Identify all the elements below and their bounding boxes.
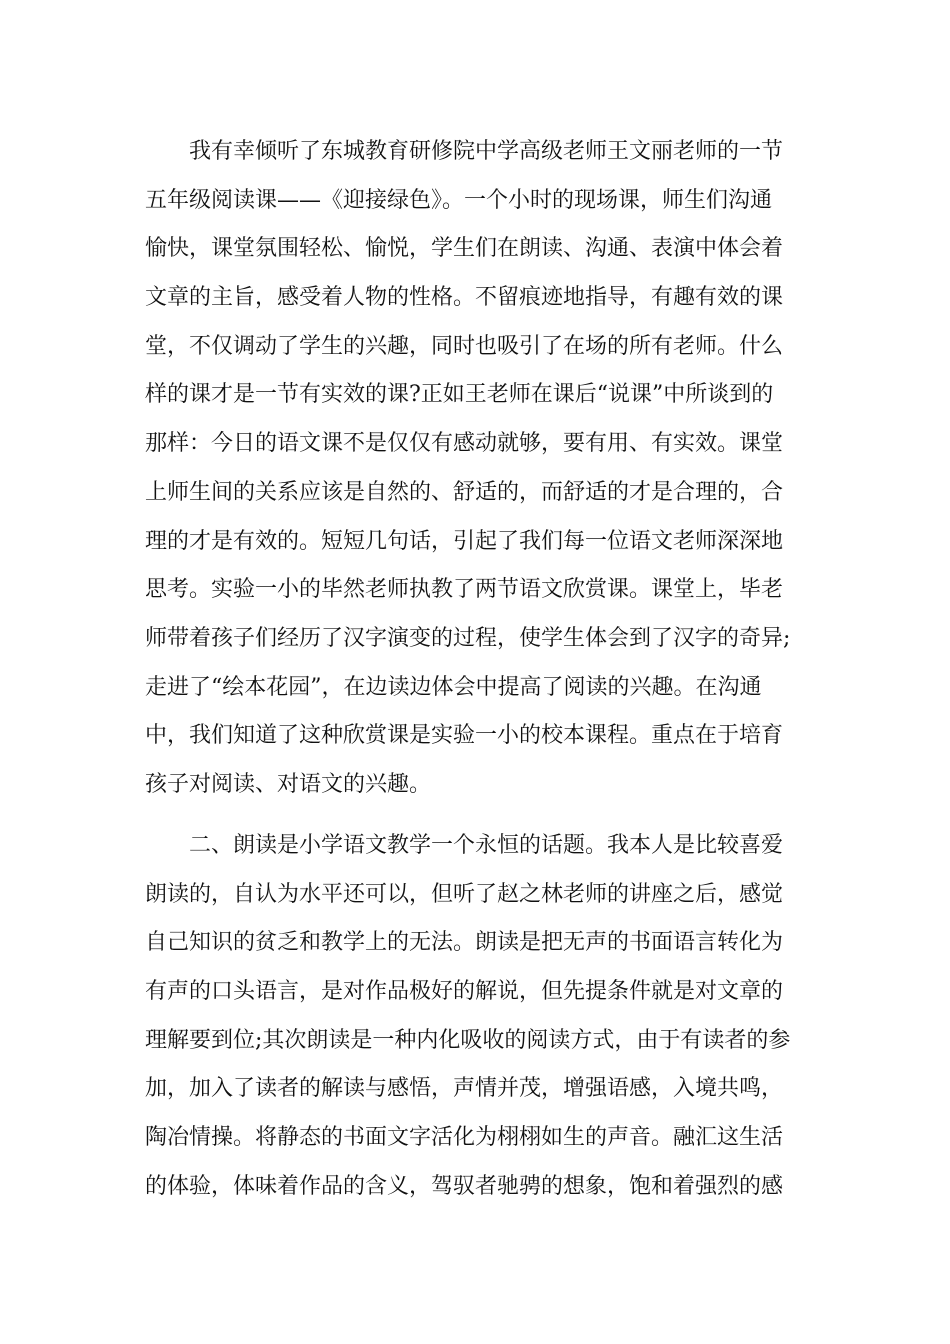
paragraph-2-line-3: 自己知识的贫乏和教学上的无法。朗读是把无声的书面语言转化为: [145, 930, 784, 956]
paragraph-1-line-1: 我有幸倾听了东城教育研修院中学高级老师王文丽老师的一节: [189, 139, 784, 164]
paragraph-1-line-9: 理的才是有效的。短短几句话，引起了我们每一位语文老师深深地: [145, 528, 784, 554]
paragraph-2-line-4: 有声的口头语言，是对作品极好的解说，但先提条件就是对文章的: [145, 979, 784, 1005]
paragraph-1: [145, 128, 805, 810]
paragraph-2-line-8: 的体验，体味着作品的含义，驾驭者驰骋的想象，饱和着强烈的感: [145, 1173, 784, 1199]
paragraph-2-line-6: 加，加入了读者的解读与感悟，声情并茂，增强语感，入境共鸣，: [145, 1076, 784, 1102]
paragraph-2-line-5: 理解要到位;其次朗读是一种内化吸收的阅读方式，由于有读者的参: [145, 1027, 791, 1053]
paragraph-1-line-7: 那样：今日的语文课不是仅仅有感动就够，要有用、有实效。课堂: [145, 431, 784, 457]
paragraph-1-line-13: 中，我们知道了这种欣赏课是实验一小的校本课程。重点在于培育: [145, 723, 784, 749]
paragraph-1-line-12: 走进了“绘本花园”，在边读边体会中提高了阅读的兴趣。在沟通: [145, 674, 762, 700]
paragraph-1-line-6: 样的课才是一节有实效的课?正如王老师在课后“说课”中所谈到的: [145, 382, 774, 408]
paragraph-2: [145, 822, 805, 1212]
paragraph-1-line-10: 思考。实验一小的毕然老师执教了两节语文欣赏课。课堂上，毕老: [145, 577, 784, 603]
paragraph-1-line-11: 师带着孩子们经历了汉字演变的过程，使学生体会到了汉字的奇异;: [145, 625, 791, 651]
paragraph-1-line-5: 堂，不仅调动了学生的兴趣，同时也吸引了在场的所有老师。什么: [145, 333, 784, 359]
paragraph-1-line-2: 五年级阅读课——《迎接绿色》。一个小时的现场课，师生们沟通: [145, 187, 773, 213]
paragraph-1-line-3: 愉快，课堂氛围轻松、愉悦，学生们在朗读、沟通、表演中体会着: [145, 236, 784, 262]
paragraph-1-line-8: 上师生间的关系应该是自然的、舒适的，而舒适的才是合理的，合: [145, 479, 784, 505]
paragraph-2-line-7: 陶冶情操。将静态的书面文字活化为栩栩如生的声音。融汇这生活: [145, 1125, 784, 1151]
paragraph-1-line-4: 文章的主旨，感受着人物的性格。不留痕迹地指导，有趣有效的课: [145, 285, 784, 311]
paragraph-2-line-1: 二、朗读是小学语文教学一个永恒的话题。我本人是比较喜爱: [189, 833, 784, 858]
paragraph-2-line-2: 朗读的，自认为水平还可以，但听了赵之林老师的讲座之后，感觉: [145, 881, 784, 907]
paragraph-1-line-14: 孩子对阅读、对语文的兴趣。: [145, 771, 432, 797]
